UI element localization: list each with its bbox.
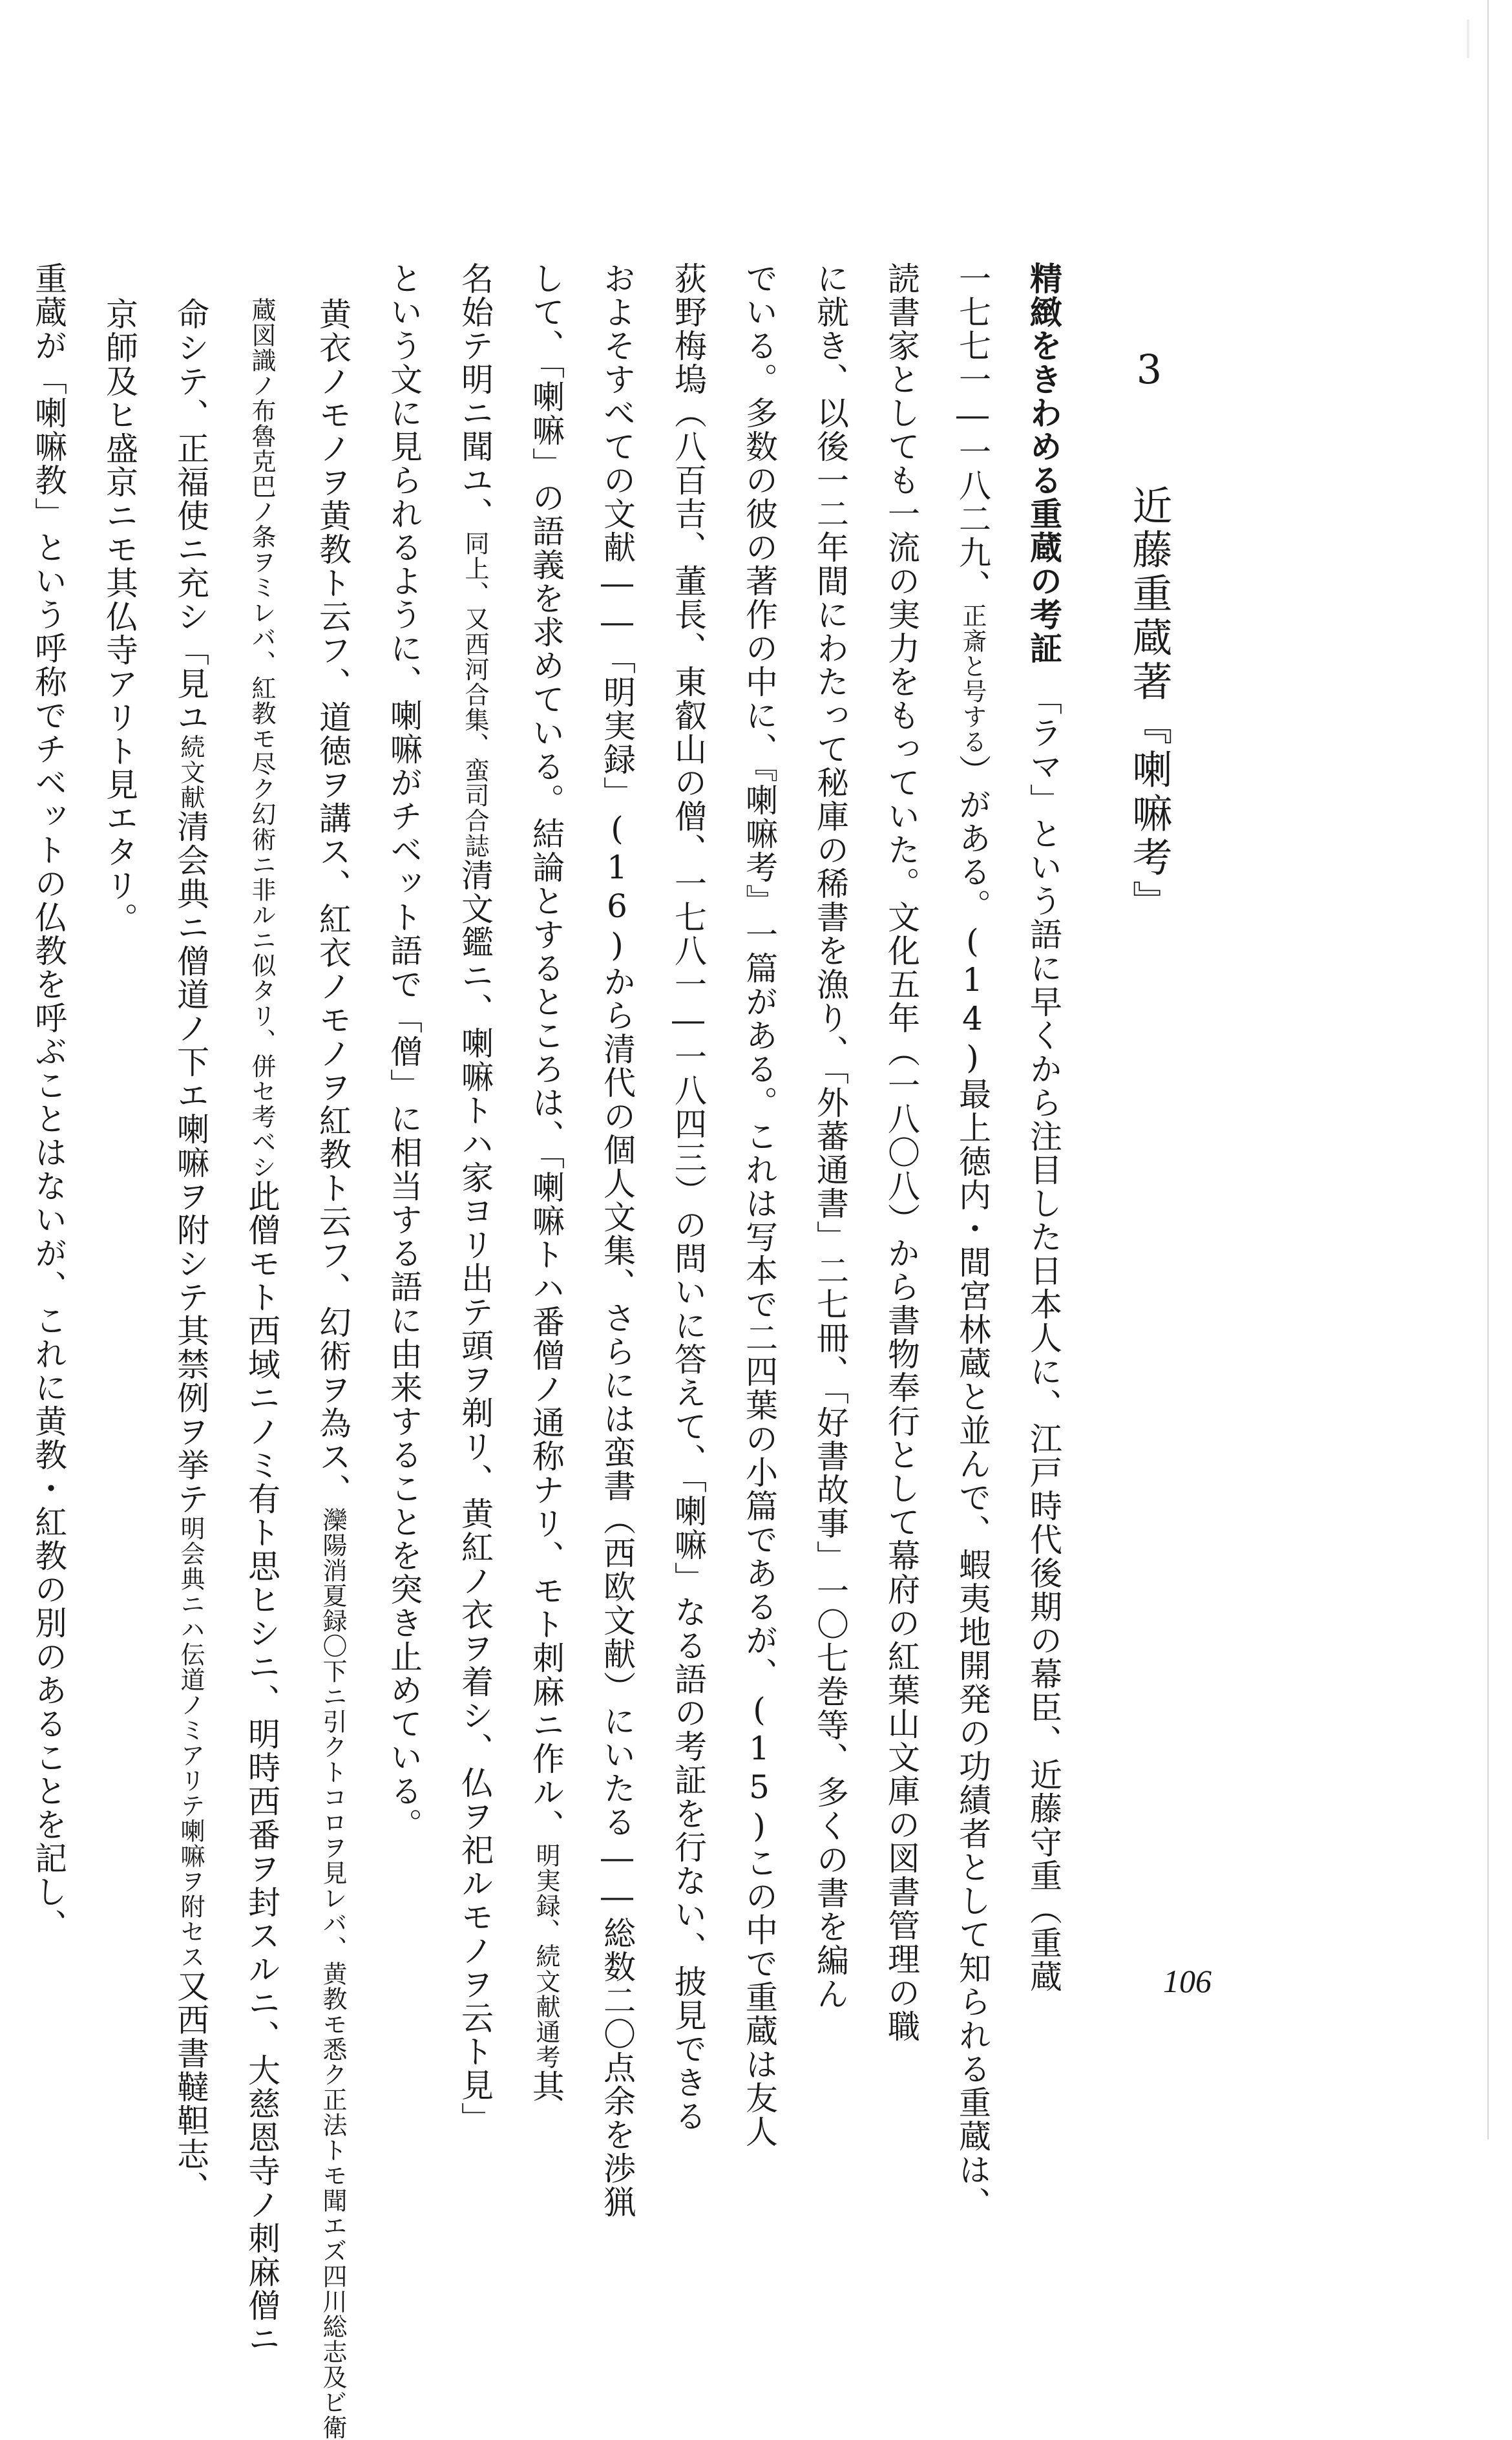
column-text: 「ラマ」という語に早くから注目した日本人に、江戸時代後期の幕臣、近藤守重（重蔵 [1025,699,1062,1993]
column-text: 清会典ニ僧道ノ下エ喇嘛ヲ附シテ其禁例ヲ挙テ [172,810,209,1516]
section-title: 近藤重蔵著『喇嘛考』 [1126,485,1173,924]
column-text: 京師及ヒ盛京ニモ其仏寺アリト見エタリ。 [101,297,138,936]
scan-speck [1467,19,1469,58]
section-heading [1124,346,1173,924]
text-column [740,262,779,2148]
inline-note: 灤陽消夏録〇下ニ引クトコロヲ見レバ、黄教モ悉ク正法トモ聞エズ四川総志及ビ衛 [319,1507,347,2440]
column-text: 重蔵が「喇嘛教」という呼称でチベットの仏教を呼ぶことはないが、これに黄教・紅教の別のあることを記し、 [30,262,67,1942]
text-column [811,262,850,2011]
inline-note: 蔵図識ノ布魯克巴ノ条ヲミレバ、紅教モ尽ク幻術ニ非ルニ似タリ、併セ考ベシ [247,297,276,1180]
text-column [29,262,68,1942]
column-text: 此僧モト西域ニノミ有ト思ヒシニ、明時西番ヲ封スルニ、大慈恩寺ノ刺麻僧ニ [243,1180,280,2356]
quote-column [242,297,281,2356]
text-column [1024,262,1063,1993]
text-column [882,262,921,2043]
quote-column [171,297,210,2205]
column-text: という文に見られるように、喇嘛がチベット語で「僧」に相当する語に由来することを突き止めている。 [385,262,423,1841]
section-number: 3 [1126,346,1173,397]
text-column [953,262,992,2220]
scan-edge-line [1487,0,1489,2139]
quote-column [100,297,139,936]
column-text: ）がある。(14)最上徳内・間宮林蔵と並んで、蝦夷地開発の功績者として知られる重蔵は、 [954,754,991,2220]
column-text: 清文鑑ニ、喇嘛トハ家ヨリ出テ頭ヲ剃リ、黄紅ノ衣ヲ着シ、仏ヲ祀ルモノヲ云ト見」 [456,858,494,2136]
inline-note: 明実録、続文献通考 [532,1843,560,2070]
quote-column [313,297,352,2440]
inline-note: 同上、又西河合集、蛮司合誌 [461,531,489,858]
column-text: に就き、以後一二年間にわたって秘庫の稀書を漁り、「外蕃通書」二七冊、「好書故事」一〇七巻等、多くの書を編ん [812,262,849,2011]
column-text: して、「喇嘛」の語義を求めている。結論とするところは、「喇嘛トハ番僧ノ通称ナリ、モト刺麻ニ作ル、 [527,262,565,1843]
column-text: 一七七一―一八二九、 [954,262,991,603]
column-text: 又西書韃靼志、 [172,1969,209,2205]
subheading: 精緻をきわめる重蔵の考証 [1025,262,1062,665]
column-text: でいる。多数の彼の著作の中に、『喇嘛考』一篇がある。これは写本で二四葉の小篇であるが、(15)この中で重蔵は友人 [740,262,778,2148]
column-text: およそすべての文献――「明実録」(16)から清代の個人文集、さらには蛮書（西欧文献）にいたる――総数二〇点余を渉猟 [598,262,636,2219]
column-text: 黄衣ノモノヲ黄教ト云フ、道徳ヲ講ス、紅衣ノモノヲ紅教ト云フ、幻術ヲ為ス、 [314,297,352,1507]
column-text: 命シテ、正福使ニ充シ「見ユ [172,297,209,734]
text-column [384,262,423,1841]
inline-note: 続文献 [176,734,205,810]
column-text: 読書家としても一流の実力をもっていた。文化五年（一八〇八）から書物奉行として幕府の紅葉山文庫の図書管理の職 [883,262,920,2043]
inline-note: 正斎と号する [958,603,987,754]
text-column [527,262,565,2103]
page-number: 106 [1163,1963,1212,1999]
column-text: 其 [527,2070,565,2103]
text-column [598,262,636,2219]
text-column [669,262,708,2133]
column-text: 名始テ明ニ聞ユ、 [456,262,494,531]
column-text: 荻野梅塢（八百吉、董長、東叡山の僧、一七八一―一八四三）の問いに答えて、「喇嘛」なる語の考証を行ない、披見できる [669,262,707,2133]
text-column [456,262,494,2136]
inline-note: 明会典ニハ伝道ノミアリテ喇嘛ヲ附セス [176,1516,205,1969]
